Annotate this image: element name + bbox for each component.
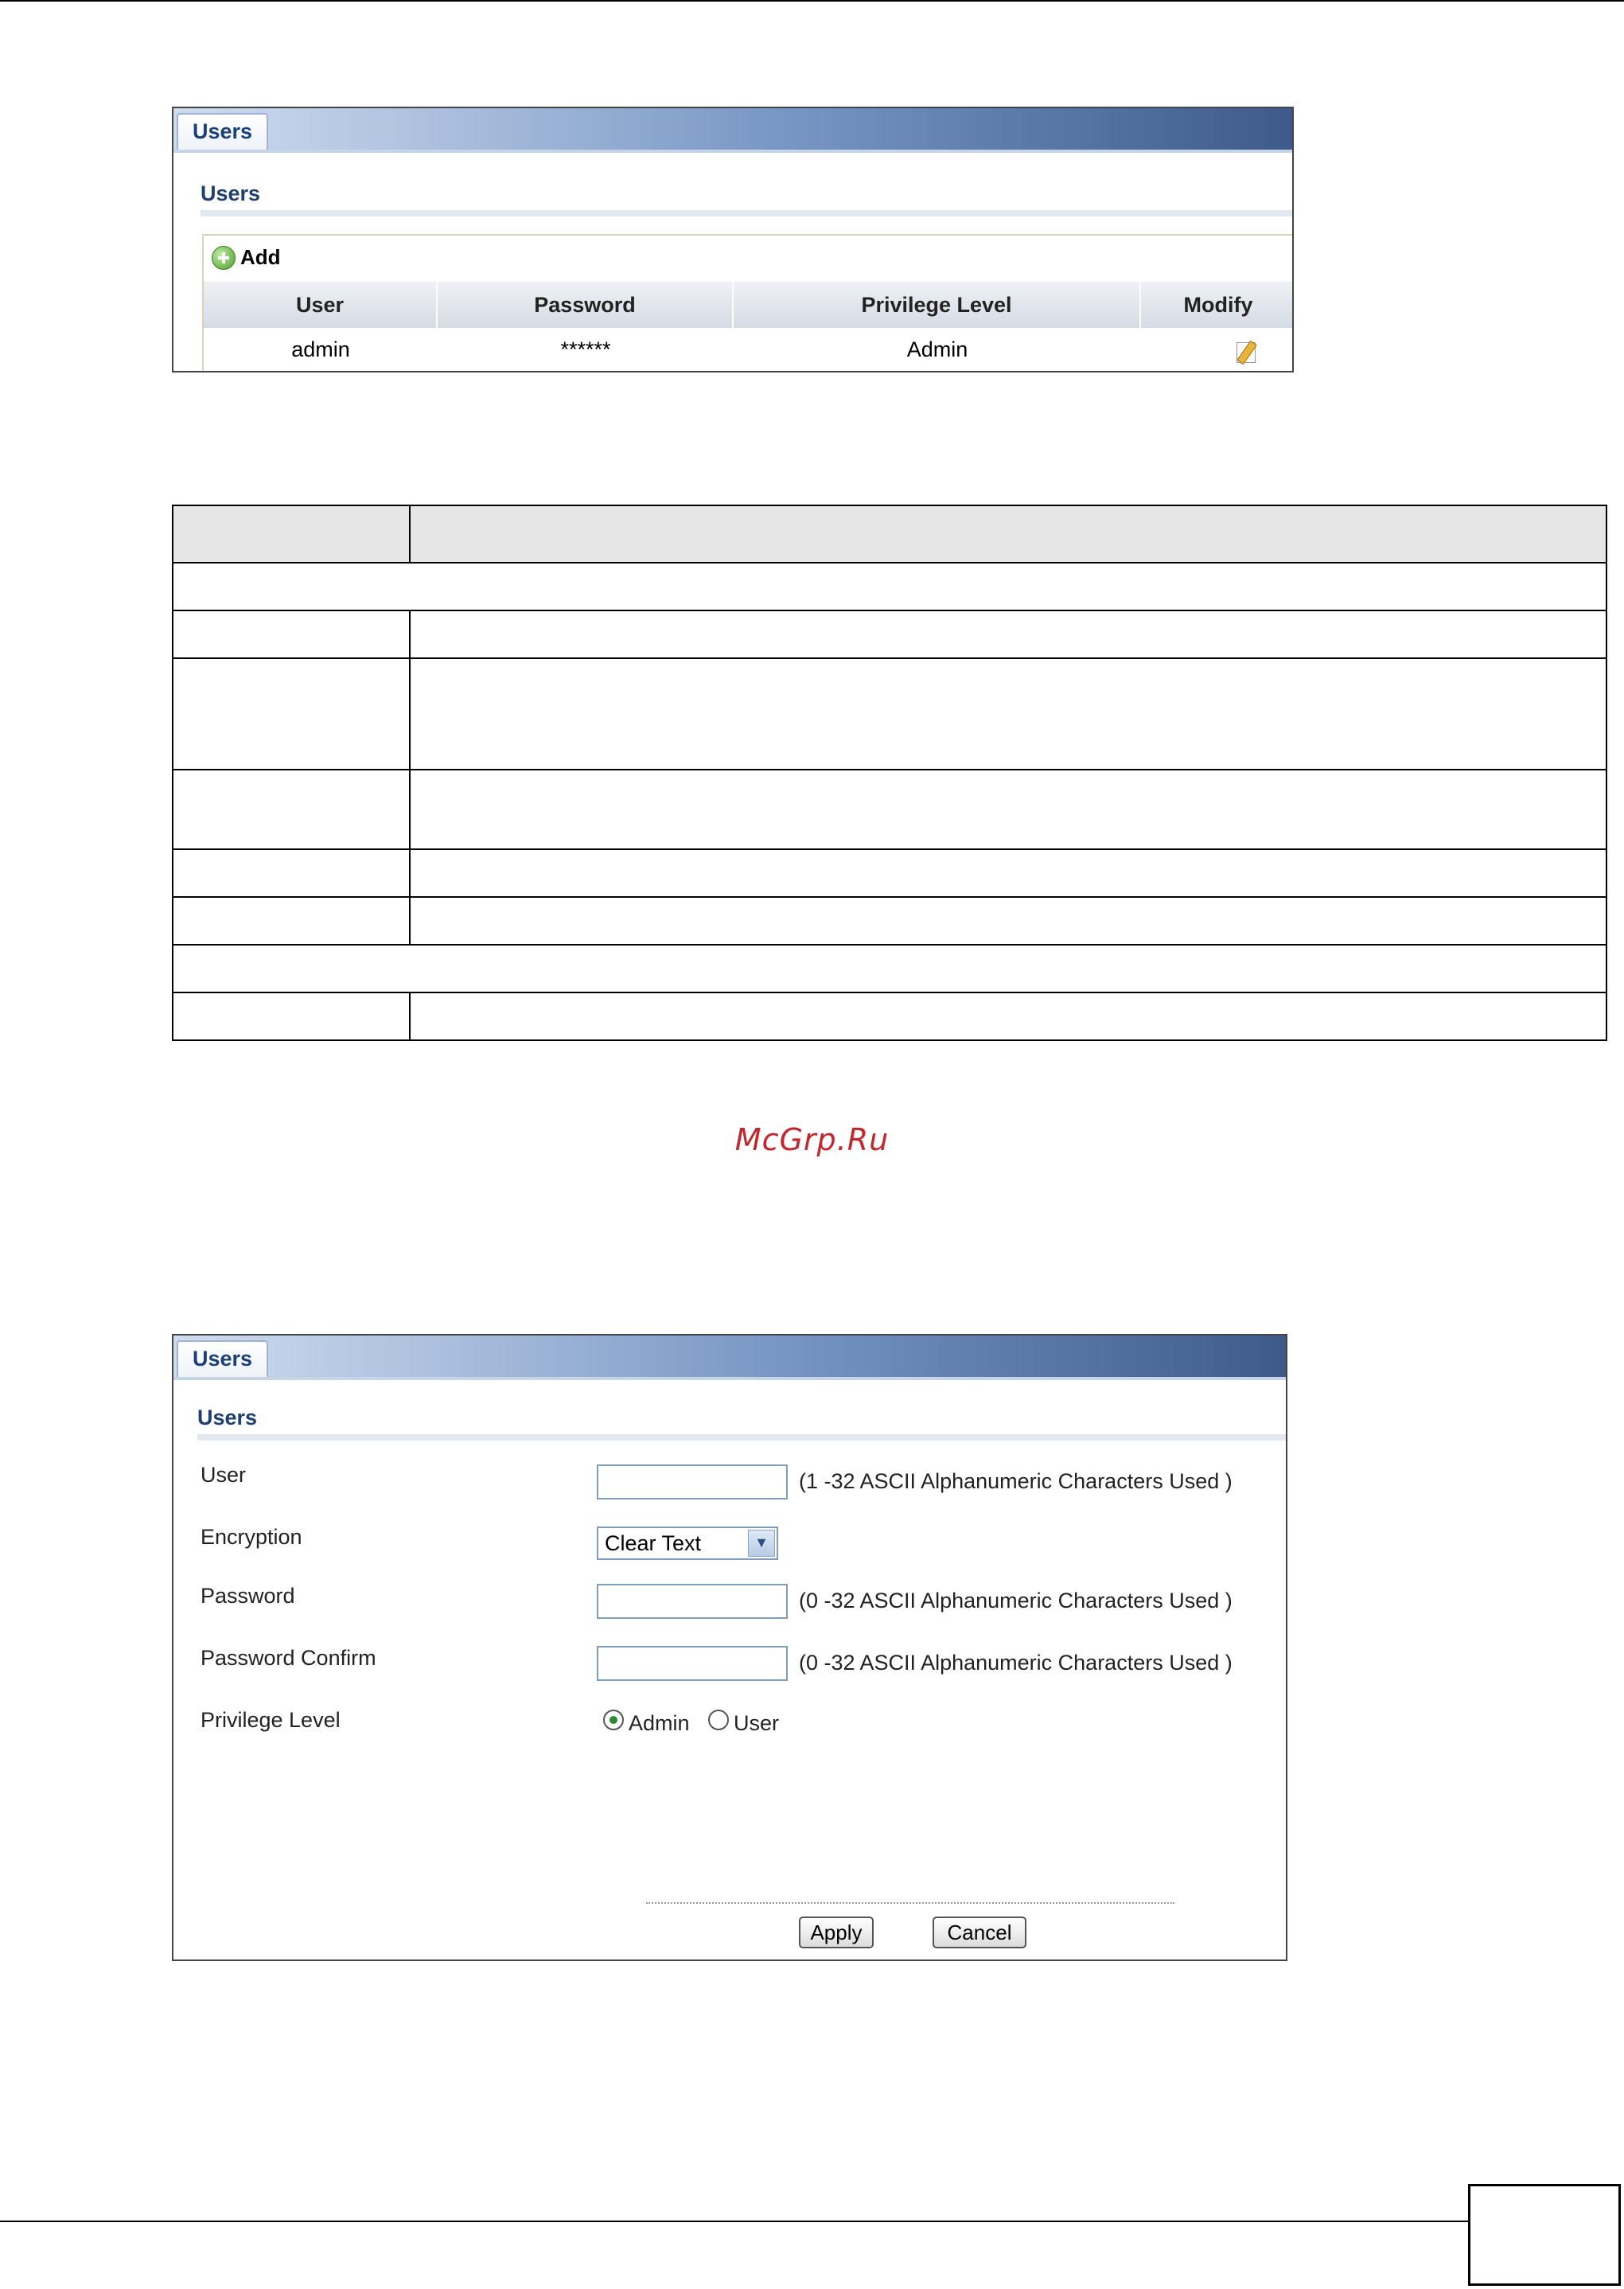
watermark: McGrp.Ru — [734, 1122, 890, 1157]
table-row — [173, 992, 1606, 1040]
password-confirm-hint: (0 -32 ASCII Alphanumeric Characters Used ) — [799, 1651, 1233, 1675]
table-cell — [173, 992, 410, 1040]
privilege-level-label: Privilege Level — [201, 1708, 341, 1732]
tab-bar — [173, 1336, 1286, 1380]
privilege-user-label: User — [734, 1711, 780, 1735]
user-table-header — [204, 282, 1294, 328]
table-row — [204, 330, 1294, 369]
table-cell — [173, 658, 410, 770]
cancel-button[interactable]: Cancel — [933, 1917, 1026, 1948]
tab-users[interactable]: Users — [177, 113, 268, 150]
cell-modify — [1141, 330, 1294, 369]
cell-password: ****** — [560, 337, 611, 361]
add-button[interactable] — [212, 245, 281, 270]
section-title: Users — [197, 1406, 258, 1429]
header-cell-label — [173, 505, 410, 563]
column-header-privilege: Privilege Level — [734, 282, 1141, 328]
column-header-user: User — [204, 282, 438, 328]
privilege-admin-label: Admin — [629, 1711, 690, 1735]
page-number-box — [1468, 2184, 1621, 2286]
header-rule — [0, 0, 1624, 2]
table-row — [173, 897, 1606, 945]
encryption-value: Clear Text — [605, 1531, 702, 1555]
table-row — [173, 770, 1606, 849]
section-title: Users — [201, 181, 261, 205]
table-cell — [410, 658, 1606, 770]
table-row — [173, 849, 1606, 897]
users-list-screen — [172, 107, 1294, 372]
table-cell — [173, 897, 410, 945]
field-description-table — [172, 505, 1607, 1041]
table-cell — [173, 849, 410, 897]
table-cell — [410, 849, 1606, 897]
button-divider — [646, 1902, 1174, 1904]
column-header-modify: Modify — [1183, 293, 1253, 317]
table-row — [173, 610, 1606, 658]
table-cell — [410, 992, 1606, 1040]
table-section-row — [173, 563, 1606, 610]
table-cell — [173, 770, 410, 849]
password-hint: (0 -32 ASCII Alphanumeric Characters Used ) — [799, 1589, 1233, 1612]
add-label: Add — [240, 245, 281, 269]
cell-privilege: Admin — [906, 337, 968, 361]
password-confirm-label: Password Confirm — [201, 1646, 376, 1670]
header-cell-description — [410, 505, 1606, 563]
table-cell — [173, 610, 410, 658]
chevron-down-icon[interactable]: ▼ — [748, 1530, 775, 1557]
table-row — [173, 563, 1606, 610]
password-input[interactable] — [597, 1584, 788, 1619]
column-header-password: Password — [438, 282, 734, 328]
user-hint: (1 -32 ASCII Alphanumeric Characters Used ) — [799, 1469, 1233, 1493]
tab-users[interactable]: Users — [177, 1340, 268, 1377]
tab-bar — [173, 108, 1292, 153]
table-row — [173, 658, 1606, 770]
table-section-row — [173, 945, 1606, 992]
section-divider — [201, 210, 1294, 216]
encryption-select[interactable] — [597, 1527, 778, 1560]
cell-user: admin — [291, 337, 350, 361]
apply-button[interactable]: Apply — [799, 1917, 874, 1948]
user-label: User — [201, 1463, 247, 1487]
add-icon — [212, 246, 236, 270]
edit-icon[interactable] — [1235, 339, 1259, 363]
user-input[interactable] — [597, 1464, 788, 1499]
section-divider — [197, 1434, 1287, 1441]
password-confirm-input[interactable] — [597, 1646, 788, 1681]
privilege-user-radio[interactable] — [708, 1710, 729, 1730]
table-cell — [410, 897, 1606, 945]
table-header-row — [173, 505, 1606, 563]
table-cell — [410, 610, 1606, 658]
password-label: Password — [201, 1584, 295, 1608]
table-cell — [410, 770, 1606, 849]
table-row — [173, 945, 1606, 992]
encryption-label: Encryption — [201, 1525, 302, 1549]
footer-rule — [0, 2221, 1468, 2222]
privilege-admin-radio[interactable] — [603, 1710, 624, 1730]
users-edit-screen — [172, 1334, 1287, 1961]
